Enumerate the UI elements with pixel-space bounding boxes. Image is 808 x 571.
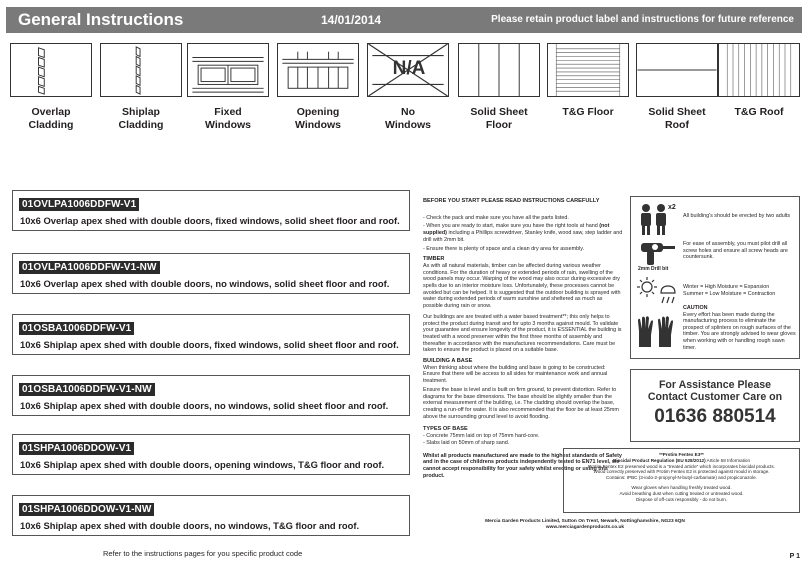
feature-shiplap-cladding [100, 43, 182, 132]
feature-tg-floor [547, 43, 629, 119]
na-overlay: N/A [392, 58, 426, 79]
product-code: 01OSBA1006DDFW-V1-NW [19, 383, 155, 396]
opening-window-icon [277, 43, 359, 97]
header-bar [6, 7, 802, 33]
page-number: P 1 [789, 553, 800, 560]
feature-no-windows [367, 43, 449, 132]
feature-opening-windows [277, 43, 359, 132]
feature-label: No Windows [385, 106, 431, 131]
protim-line: Avoid breathing dust when cutting treated or untreated wood. [619, 490, 744, 496]
assistance-line-1: For Assistance Please [658, 379, 772, 391]
instruction-check: - Check the pack and make sure you have all the parts listed. [423, 214, 569, 221]
product-item [12, 495, 410, 536]
tg-roof-icon [718, 43, 800, 97]
solid-roof-icon [636, 43, 718, 97]
timber-heading: TIMBER [423, 256, 445, 263]
base-type-1: - Concrete 75mm laid on top of 75mm hard-core. [423, 433, 540, 440]
product-code: 01SHPA1006DDOW-V1-NW [19, 503, 154, 516]
protim-line: Protim Fentex E2 preserved wood is a "treated article" which incorporates biocidal products. [588, 463, 775, 469]
base-type-2: - Slabs laid on 50mm of sharp sand. [423, 439, 510, 446]
phone-number[interactable]: 01636 880514 [654, 406, 776, 427]
protim-line: Wear gloves when handling freshly treated wood. [631, 484, 732, 490]
product-description: 10x6 Overlap apex shed with double doors, fixed windows, solid sheet floor and roof. [20, 215, 400, 226]
safety-warning: Whilst all products manufactured are made to the highest standards of Safety and in the case of childrens products independently tested to EN71 level, we cannot accept responsibility for your safety whilst erecting or using this product. [423, 452, 622, 479]
caution-block [683, 305, 797, 351]
tg-floor-icon [547, 43, 629, 97]
two-adults-text: All building's should be erected by two adults [683, 213, 791, 219]
protim-line: Contains: IPBC (3-iodo-2-propynyl-N-butyl-carbamate) and propiconazole. [606, 475, 757, 481]
product-item [12, 190, 410, 231]
feature-label: Shiplap Cladding [118, 106, 164, 131]
assistance-line-2: Contact Customer Care on [647, 391, 783, 403]
feature-label: Overlap Cladding [28, 106, 74, 131]
feature-label: Fixed Windows [205, 106, 251, 131]
product-code: 01SHPA1006DDOW-V1 [19, 442, 134, 455]
gloves-icon [635, 313, 679, 349]
people-count: x2 [668, 204, 676, 211]
feature-label: Opening Windows [295, 106, 341, 131]
product-description: 10x6 Shiplap apex shed with double doors, no windows, T&G floor and roof. [20, 520, 360, 531]
base-text-2: Ensure the base is level and is built on firm ground, to prevent distortion. Refer to diagrams for the base dimensions. The base should be slightly smaller than the external measurement of the building, i.e. The cladding should overlap the base, creating a run-off for water. It is also recommended that the floor be at least 25mm above the surrounding ground level to avoid flooding. [423, 386, 619, 420]
feature-overlap-cladding [10, 43, 92, 132]
feature-label: T&G Floor [562, 106, 614, 118]
product-item [12, 253, 410, 294]
protim-regulation: Biocidal Product Regulation (EU 528/2012) Article 58 Information [612, 457, 751, 463]
product-description: 10x6 Shiplap apex shed with double doors, no windows, solid sheet floor and roof. [20, 400, 389, 411]
product-item [12, 434, 410, 475]
weather-text: Winter = High Moisture = Expansion Summer = Low Moisture = Contraction [683, 284, 776, 297]
info-panel [630, 196, 800, 359]
fixed-window-icon [187, 43, 269, 97]
feature-icons [10, 43, 800, 158]
product-description: 10x6 Shiplap apex shed with double doors, fixed windows, solid sheet floor and roof. [20, 339, 399, 350]
timber-text: As with all natural materials, timber can be affected during various weather conditions. For the duration of heavy or extended periods of rain, swelling of the wood panels may occur. Warping of the wood may also occur during excessive dry spells due to an interior moisture loss. Unfortunately, these processes cannot be avoided but can be helped. It is suggested that the outdoor building is sprayed with water during extended periods of warm sunshine and sheltered as much as possible during rain or snow. [423, 262, 621, 310]
product-code: 01OVLPA1006DDFW-V1-NW [19, 261, 160, 274]
retain-notice: Please retain product label and instructions for future reference [491, 14, 794, 25]
instructions-heading: BEFORE YOU START PLEASE READ INSTRUCTIONS CAREFULLY [423, 198, 600, 204]
product-code: 01OSBA1006DDFW-V1 [19, 322, 134, 335]
instruction-space: - Ensure there is plenty of space and a clean dry area for assembly. [423, 245, 585, 252]
protim-title: **Protim Fentex E3** [659, 452, 704, 457]
feature-label: Solid Sheet Roof [648, 106, 706, 131]
company-website[interactable]: www.merciagardenproducts.co.uk [545, 525, 625, 530]
overlap-cladding-icon [10, 43, 92, 97]
date: 14/01/2014 [321, 13, 382, 27]
no-window-icon [367, 43, 449, 97]
base-heading: BUILDING A BASE [423, 358, 473, 365]
refer-note: Refer to the instructions pages for you specific product code [103, 549, 303, 558]
protim-line: Dispose of off-cuts responsibly - do not burn. [635, 496, 728, 502]
feature-label: T&G Roof [734, 106, 784, 118]
types-heading: TYPES OF BASE [423, 426, 468, 433]
assistance-box [630, 369, 800, 442]
protim-box [563, 448, 800, 513]
base-text-1: When thinking about where the building and base is going to be constructed: Ensure that there will be access to all sides for maintenance work and annual treatment. [423, 364, 608, 385]
drill-text: For ease of assembly, you must pilot drill all screw holes and ensure all screw heads are countersunk. [683, 241, 788, 261]
caution-heading: CAUTION [683, 305, 708, 311]
product-description: 10x6 Shiplap apex shed with double doors, opening windows, T&G floor and roof. [20, 459, 385, 470]
feature-tg-roof [718, 43, 800, 119]
page-title: General Instructions [18, 10, 184, 29]
company-address: Mercia Garden Products Limited, Sutton On Trent, Newark, Nottinghamshire, NG23 6QN [485, 519, 685, 524]
product-item [12, 375, 410, 416]
company-footer [460, 519, 710, 531]
instruction-tools: - When you are ready to start, make sure you have the right tools at hand (not supplied) including a Phillips screwdriver, Stanley knife, wood saw, step ladder and drill with 2mm bit. [423, 223, 623, 243]
shiplap-cladding-icon [100, 43, 182, 97]
caution-text: Every effort has been made during the manufacturing process to eliminate the prospect of splinters on rough surfaces of the timber. You are strongly advised to wear gloves when working with or handling rough sawn timer. [683, 311, 796, 351]
product-description: 10x6 Overlap apex shed with double doors, no windows, solid sheet floor and roof. [20, 278, 390, 289]
feature-solid-sheet-roof [636, 43, 718, 132]
feature-label: Solid Sheet Floor [470, 106, 528, 131]
instructions-column [423, 198, 623, 481]
protim-line: Wood correctly preserved with Protim Fentex E2 is protected against mould in storage. [593, 469, 770, 475]
product-item [12, 314, 410, 355]
treated-text: Our buildings are are treated with a water based treatment**; this only helps to protect the product during transit and for upto 3 months against mould. To validate your guarantee and ensure longevity of the product, it is ESSENTIAL the building is treated with a wood preserver within the first three months of assembly and thereafter in accordance with the manufactures recommendations. Care must be taken to ensure the product is placed on a suitable base. [423, 313, 622, 354]
drill-caption: 2mm Drill bit [638, 266, 669, 272]
solid-floor-icon [458, 43, 540, 97]
product-code: 01OVLPA1006DDFW-V1 [19, 198, 139, 211]
weather-icon [635, 273, 679, 309]
feature-solid-sheet-floor [458, 43, 540, 132]
feature-fixed-windows [187, 43, 269, 132]
